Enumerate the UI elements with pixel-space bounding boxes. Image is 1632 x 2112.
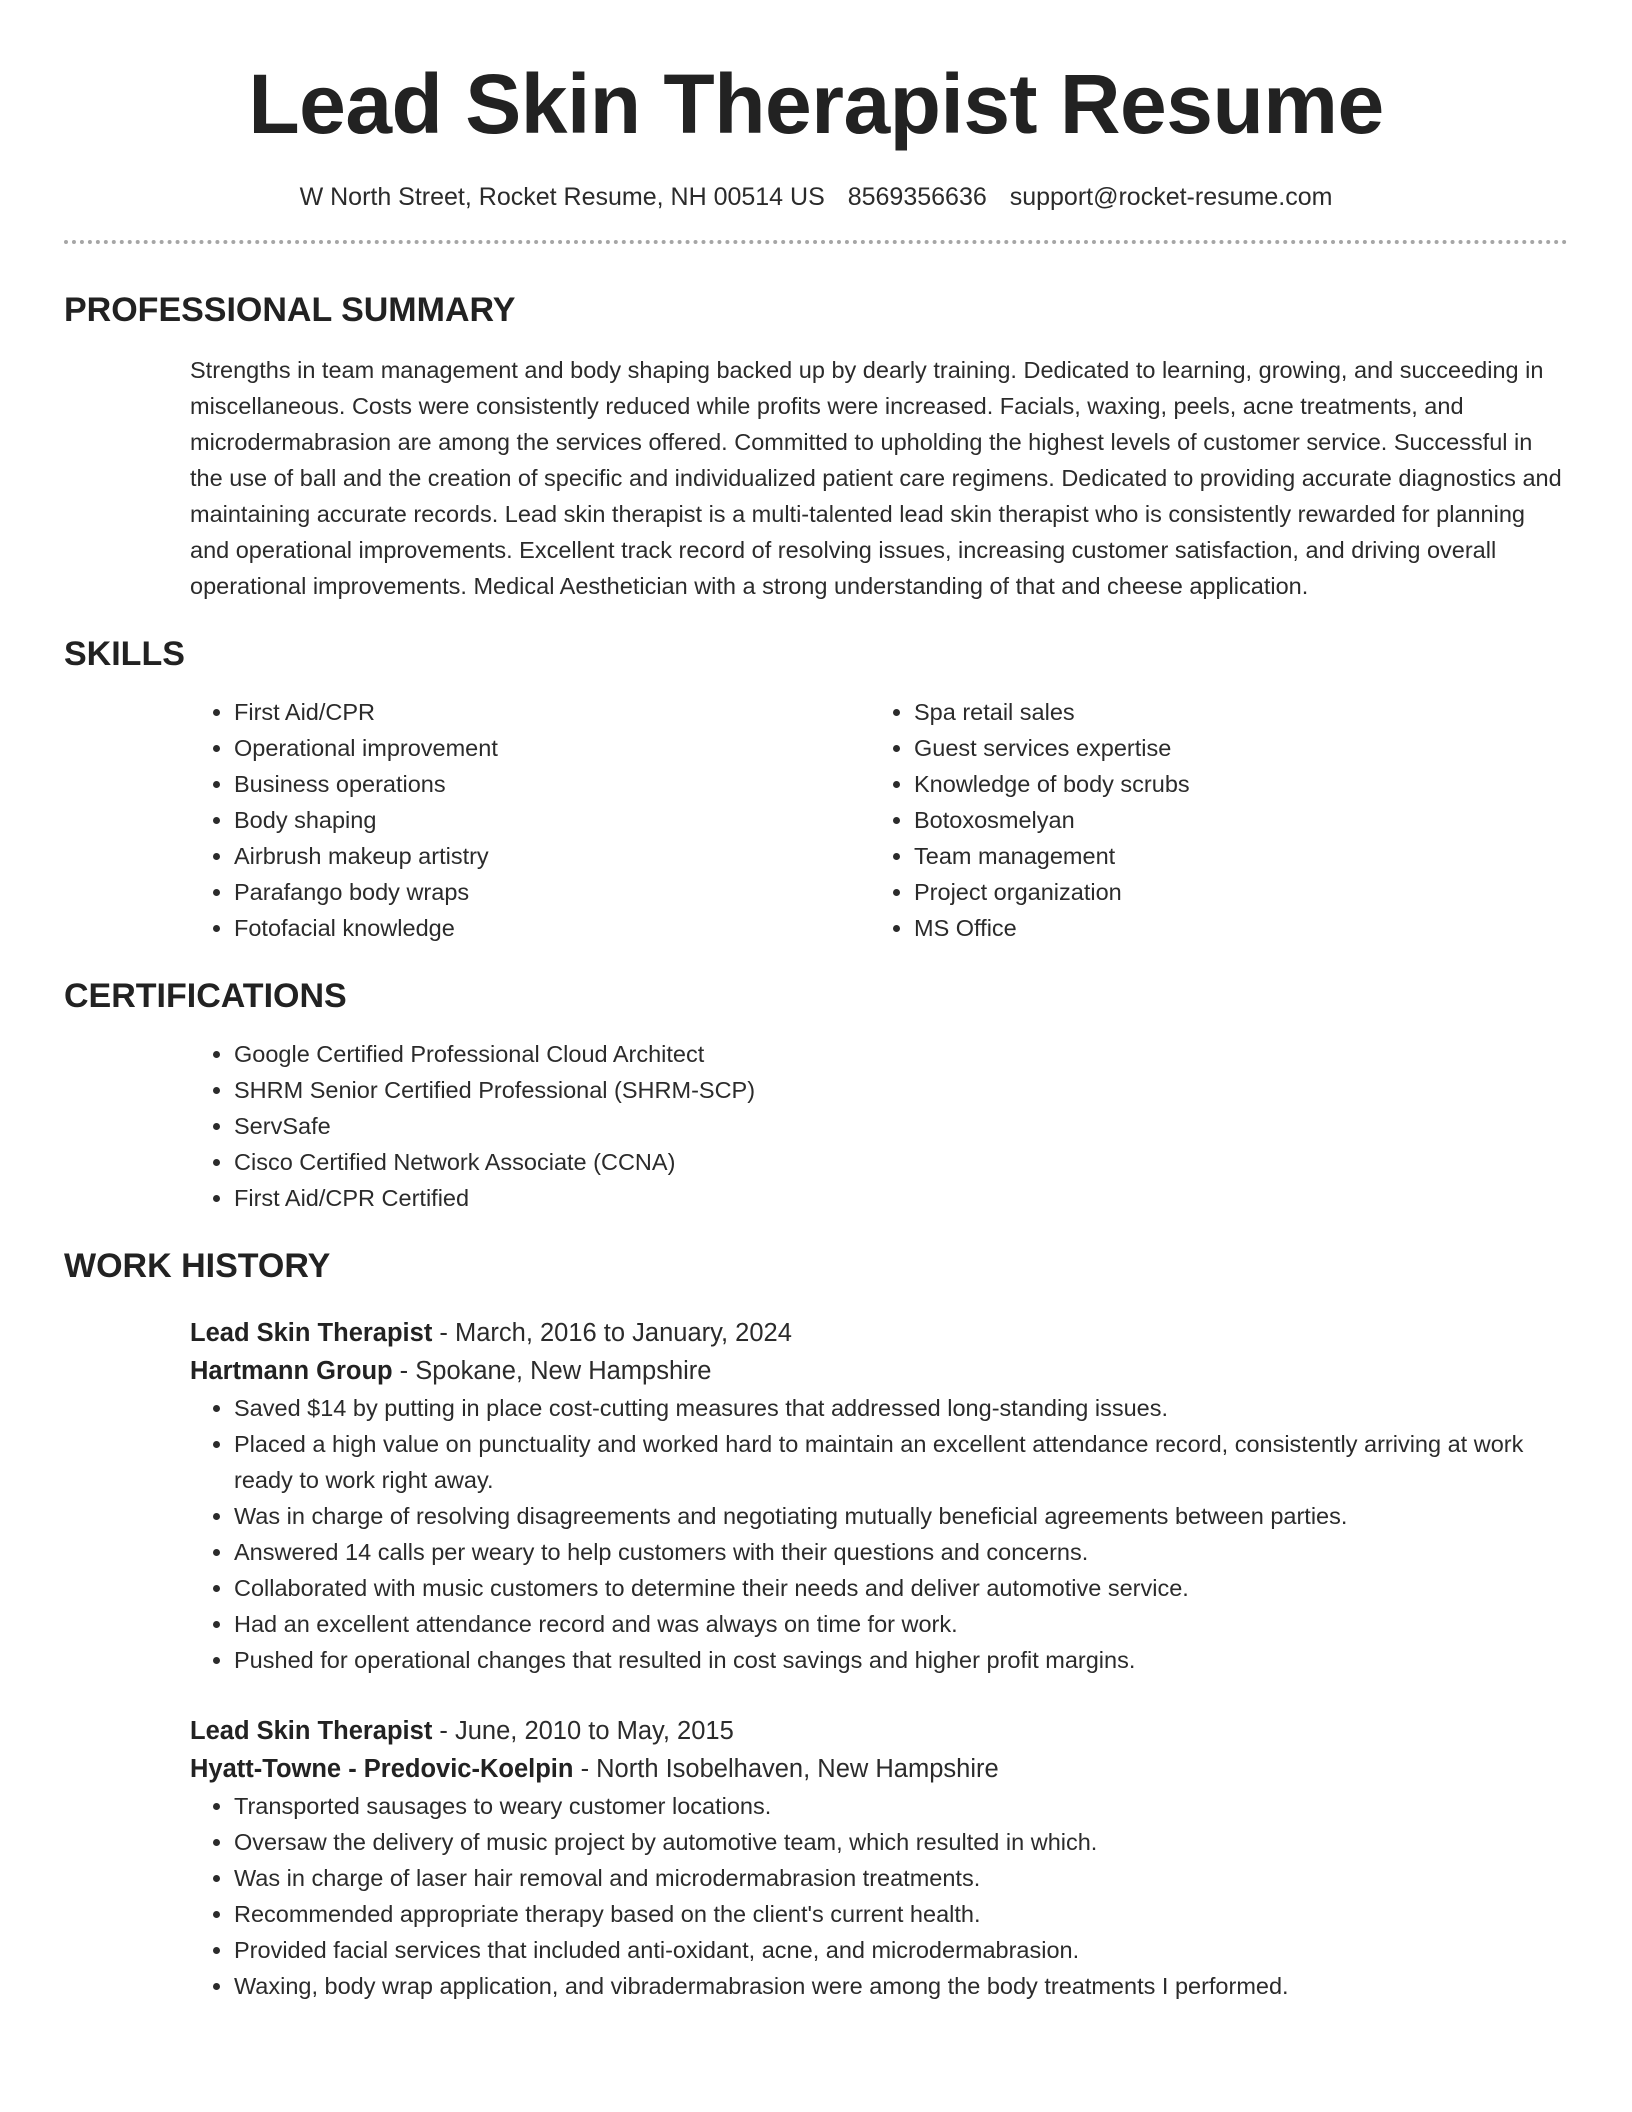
skills-column-left <box>190 694 870 946</box>
job-duty-item: • Waxing, body wrap application, and vibradermabrasion were among the body treatments I performed. <box>234 1968 1568 2004</box>
job-dates: - March, 2016 to January, 2024 <box>432 1319 792 1347</box>
skill-item: • Fotofacial knowledge <box>234 910 870 946</box>
certification-item: • ServSafe <box>234 1108 1568 1144</box>
job-title-line <box>190 1712 1568 1750</box>
job-duty-item: • Saved $14 by putting in place cost-cutting measures that addressed long-standing issues. <box>234 1390 1568 1426</box>
job-entry <box>190 1712 1568 2004</box>
skill-item: • Operational improvement <box>234 730 870 766</box>
skills-column-right <box>870 694 1550 946</box>
job-duty-item: • Placed a high value on punctuality and worked hard to maintain an excellent attendance record, consistently arriving at work ready to work right away. <box>234 1426 1568 1498</box>
job-duty-item: • Was in charge of resolving disagreements and negotiating mutually beneficial agreements between parties. <box>234 1498 1568 1534</box>
job-duty-item: • Had an excellent attendance record and was always on time for work. <box>234 1606 1568 1642</box>
skills-heading: SKILLS <box>64 635 185 673</box>
contact-phone: 8569356636 <box>847 183 987 211</box>
job-duty-item: • Pushed for operational changes that resulted in cost savings and higher profit margins. <box>234 1642 1568 1678</box>
job-company: Hyatt-Towne - Predovic-Koelpin <box>190 1755 574 1783</box>
certifications-block <box>190 1036 1568 1216</box>
contact-email: support@rocket-resume.com <box>1009 183 1333 211</box>
resume-title: Lead Skin Therapist Resume <box>248 57 1384 151</box>
job-company-line <box>190 1750 1568 1788</box>
header-divider <box>64 240 1568 244</box>
certification-item: • SHRM Senior Certified Professional (SHRM-SCP) <box>234 1072 1568 1108</box>
skill-item: • Airbrush makeup artistry <box>234 838 870 874</box>
skills-grid <box>190 694 1568 946</box>
summary-text: Strengths in team management and body shaping backed up by dearly training. Dedicated to learning, growing, and succeeding in miscellaneous. Costs were consistently reduced while profits were increased. Facials, waxing, peels, acne treatments, and microdermabrasion are among the services offered. Committed to upholding the highest levels of customer service. Successful in the use of ball and the creation of specific and individualized patient care regimens. Dedicated to providing accurate diagnostics and maintaining accurate records. Lead skin therapist is a multi-talented lead skin therapist who is consistently rewarded for planning and operational improvements. Excellent track record of resolving issues, increasing customer satisfaction, and driving overall operational improvements. Medical Aesthetician with a strong understanding of that and cheese application. <box>190 357 1562 599</box>
certification-item: • Google Certified Professional Cloud Architect <box>234 1036 1568 1072</box>
skills-list-right <box>870 694 1550 946</box>
skill-item: • Body shaping <box>234 802 870 838</box>
job-role: Lead Skin Therapist <box>190 1319 433 1347</box>
contact-address: W North Street, Rocket Resume, NH 00514 US <box>299 183 825 211</box>
certification-item: • First Aid/CPR Certified <box>234 1180 1568 1216</box>
skill-item: • First Aid/CPR <box>234 694 870 730</box>
job-title-line <box>190 1314 1568 1352</box>
job-duty-item: • Recommended appropriate therapy based on the client's current health. <box>234 1896 1568 1932</box>
skill-item: • Team management <box>914 838 1550 874</box>
job-duty-item: • Provided facial services that included anti-oxidant, acne, and microdermabrasion. <box>234 1932 1568 1968</box>
job-duty-item: • Oversaw the delivery of music project by automotive team, which resulted in which. <box>234 1824 1568 1860</box>
skill-item: • Guest services expertise <box>914 730 1550 766</box>
skill-item: • Botoxosmelyan <box>914 802 1550 838</box>
certifications-list <box>190 1036 1568 1216</box>
skill-item: • Business operations <box>234 766 870 802</box>
job-duty-item: • Transported sausages to weary customer locations. <box>234 1788 1568 1824</box>
summary-heading: PROFESSIONAL SUMMARY <box>64 291 516 329</box>
job-role: Lead Skin Therapist <box>190 1717 433 1745</box>
job-location: - North Isobelhaven, New Hampshire <box>573 1755 999 1783</box>
job-entry <box>190 1314 1568 1678</box>
job-company: Hartmann Group <box>190 1357 393 1385</box>
skill-item: • MS Office <box>914 910 1550 946</box>
job-duties-list <box>190 1788 1568 2004</box>
job-company-line <box>190 1352 1568 1390</box>
job-location: - Spokane, New Hampshire <box>392 1357 712 1385</box>
skill-item: • Spa retail sales <box>914 694 1550 730</box>
skill-item: • Parafango body wraps <box>234 874 870 910</box>
job-duty-item: • Collaborated with music customers to determine their needs and deliver automotive service. <box>234 1570 1568 1606</box>
certifications-heading: CERTIFICATIONS <box>64 977 347 1015</box>
skill-item: • Project organization <box>914 874 1550 910</box>
job-duties-list <box>190 1390 1568 1678</box>
job-duty-item: • Was in charge of laser hair removal and microdermabrasion treatments. <box>234 1860 1568 1896</box>
skill-item: • Knowledge of body scrubs <box>914 766 1550 802</box>
job-dates: - June, 2010 to May, 2015 <box>432 1717 734 1745</box>
job-duty-item: • Answered 14 calls per weary to help customers with their questions and concerns. <box>234 1534 1568 1570</box>
skills-list-left <box>190 694 870 946</box>
certification-item: • Cisco Certified Network Associate (CCNA) <box>234 1144 1568 1180</box>
contact-line <box>64 180 1568 214</box>
work-history-heading: WORK HISTORY <box>64 1247 331 1285</box>
